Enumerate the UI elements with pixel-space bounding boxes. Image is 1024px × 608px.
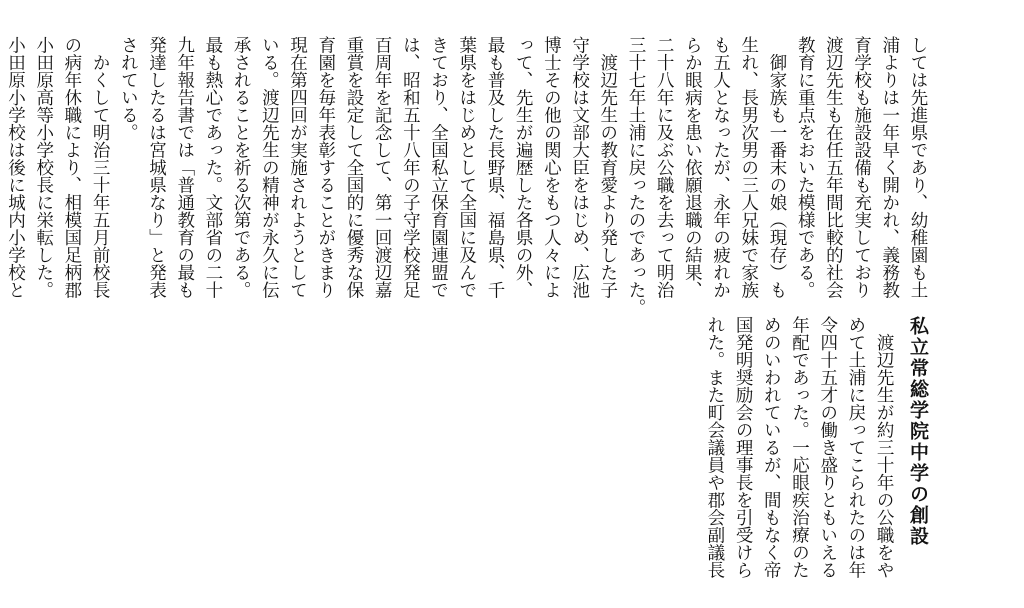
text-line: 御家族も一番末の娘（現存）も [766,36,787,299]
text-line: 渡辺先生も在任五年間比較的社会 [823,36,844,299]
text-line: も五人となったが、永年の疲れか [710,36,731,299]
text-line: って、先生が遍歴した各県の外、 [513,36,534,299]
text-line: 年配であった。一応眼疾治療のた [789,316,810,579]
text-line: らか眼病を患い依願退職の結果、 [682,36,703,299]
text-line: 二十八年に及ぶ公職を去って明治 [654,36,675,299]
text-line: 育園を毎年表彰することがきまり [315,36,336,299]
text-line: めのいわれているが、間もなく帝 [761,316,782,579]
text-line: 最も普及した長野県、福島県、千 [484,36,505,299]
text-line: 渡辺先生が約三十年の公職をや [874,316,895,579]
text-line: は、昭和五十八年の子守学校発足 [400,36,421,299]
text-line: 教育に重点をおいた模様である。 [795,36,816,299]
text-line: しては先進県であり、幼稚園も土 [908,36,928,299]
text-line: 渡辺先生の教育愛より発した子 [597,36,618,299]
text-line: 小田原高等小学校長に栄転した。 [33,36,54,299]
text-line: 浦よりは一年早く開かれ、義務教 [879,36,900,299]
text-line: れた。また町会議員や郡会副議長 [704,316,725,579]
text-line: 博士その他の関心をもつ人々によ [541,36,562,299]
text-line: 葉県をはじめとして全国に及んで [456,36,477,299]
text-line: 九年報告書では「普通教育の最も [174,36,195,299]
text-line: 現在第四回が実施されようとして [287,36,308,299]
text-line: 守学校は文部大臣をはじめ、広池 [569,36,590,299]
text-line: 三十七年土浦に戻ったのであった。 [625,36,646,316]
text-line: の病年休職により、相模国足柄郡 [61,36,82,299]
text-line: 生れ、長男次男の三人兄妹で家族 [738,36,759,299]
text-line: きており、全国私立保育園連盟で [428,36,449,299]
top-region [0,36,928,316]
text-line: 育学校も施設設備も充実しており [851,36,872,299]
bottom-region [693,316,929,579]
text-line: 重賞を設定して全国的に優秀な保 [343,36,364,299]
text-line: 百周年を記念して、第一回渡辺嘉 [372,36,393,299]
section-heading: 私立常総学院中学の創設 [907,316,929,547]
text-line: されている。 [118,36,139,141]
text-line: 小田原小学校は後に城内小学校と [5,36,26,299]
text-line: めて土浦に戻ってこられたのは年 [845,316,866,579]
text-line: 国発明奨励会の理事長を引受けら [733,316,754,579]
text-line: 令四十五才の働き盛りともいえる [817,316,838,579]
text-line: 最も熱心であった。文部省の二十 [202,36,223,299]
text-line: かくして明治三十年五月前校長 [90,36,111,299]
text-line: 承されることを祈る次第である。 [231,36,252,299]
text-line: いる。渡辺先生の精神が永久に伝 [259,36,280,299]
text-line: 発達したるは宮城県なり」と発表 [146,36,167,299]
